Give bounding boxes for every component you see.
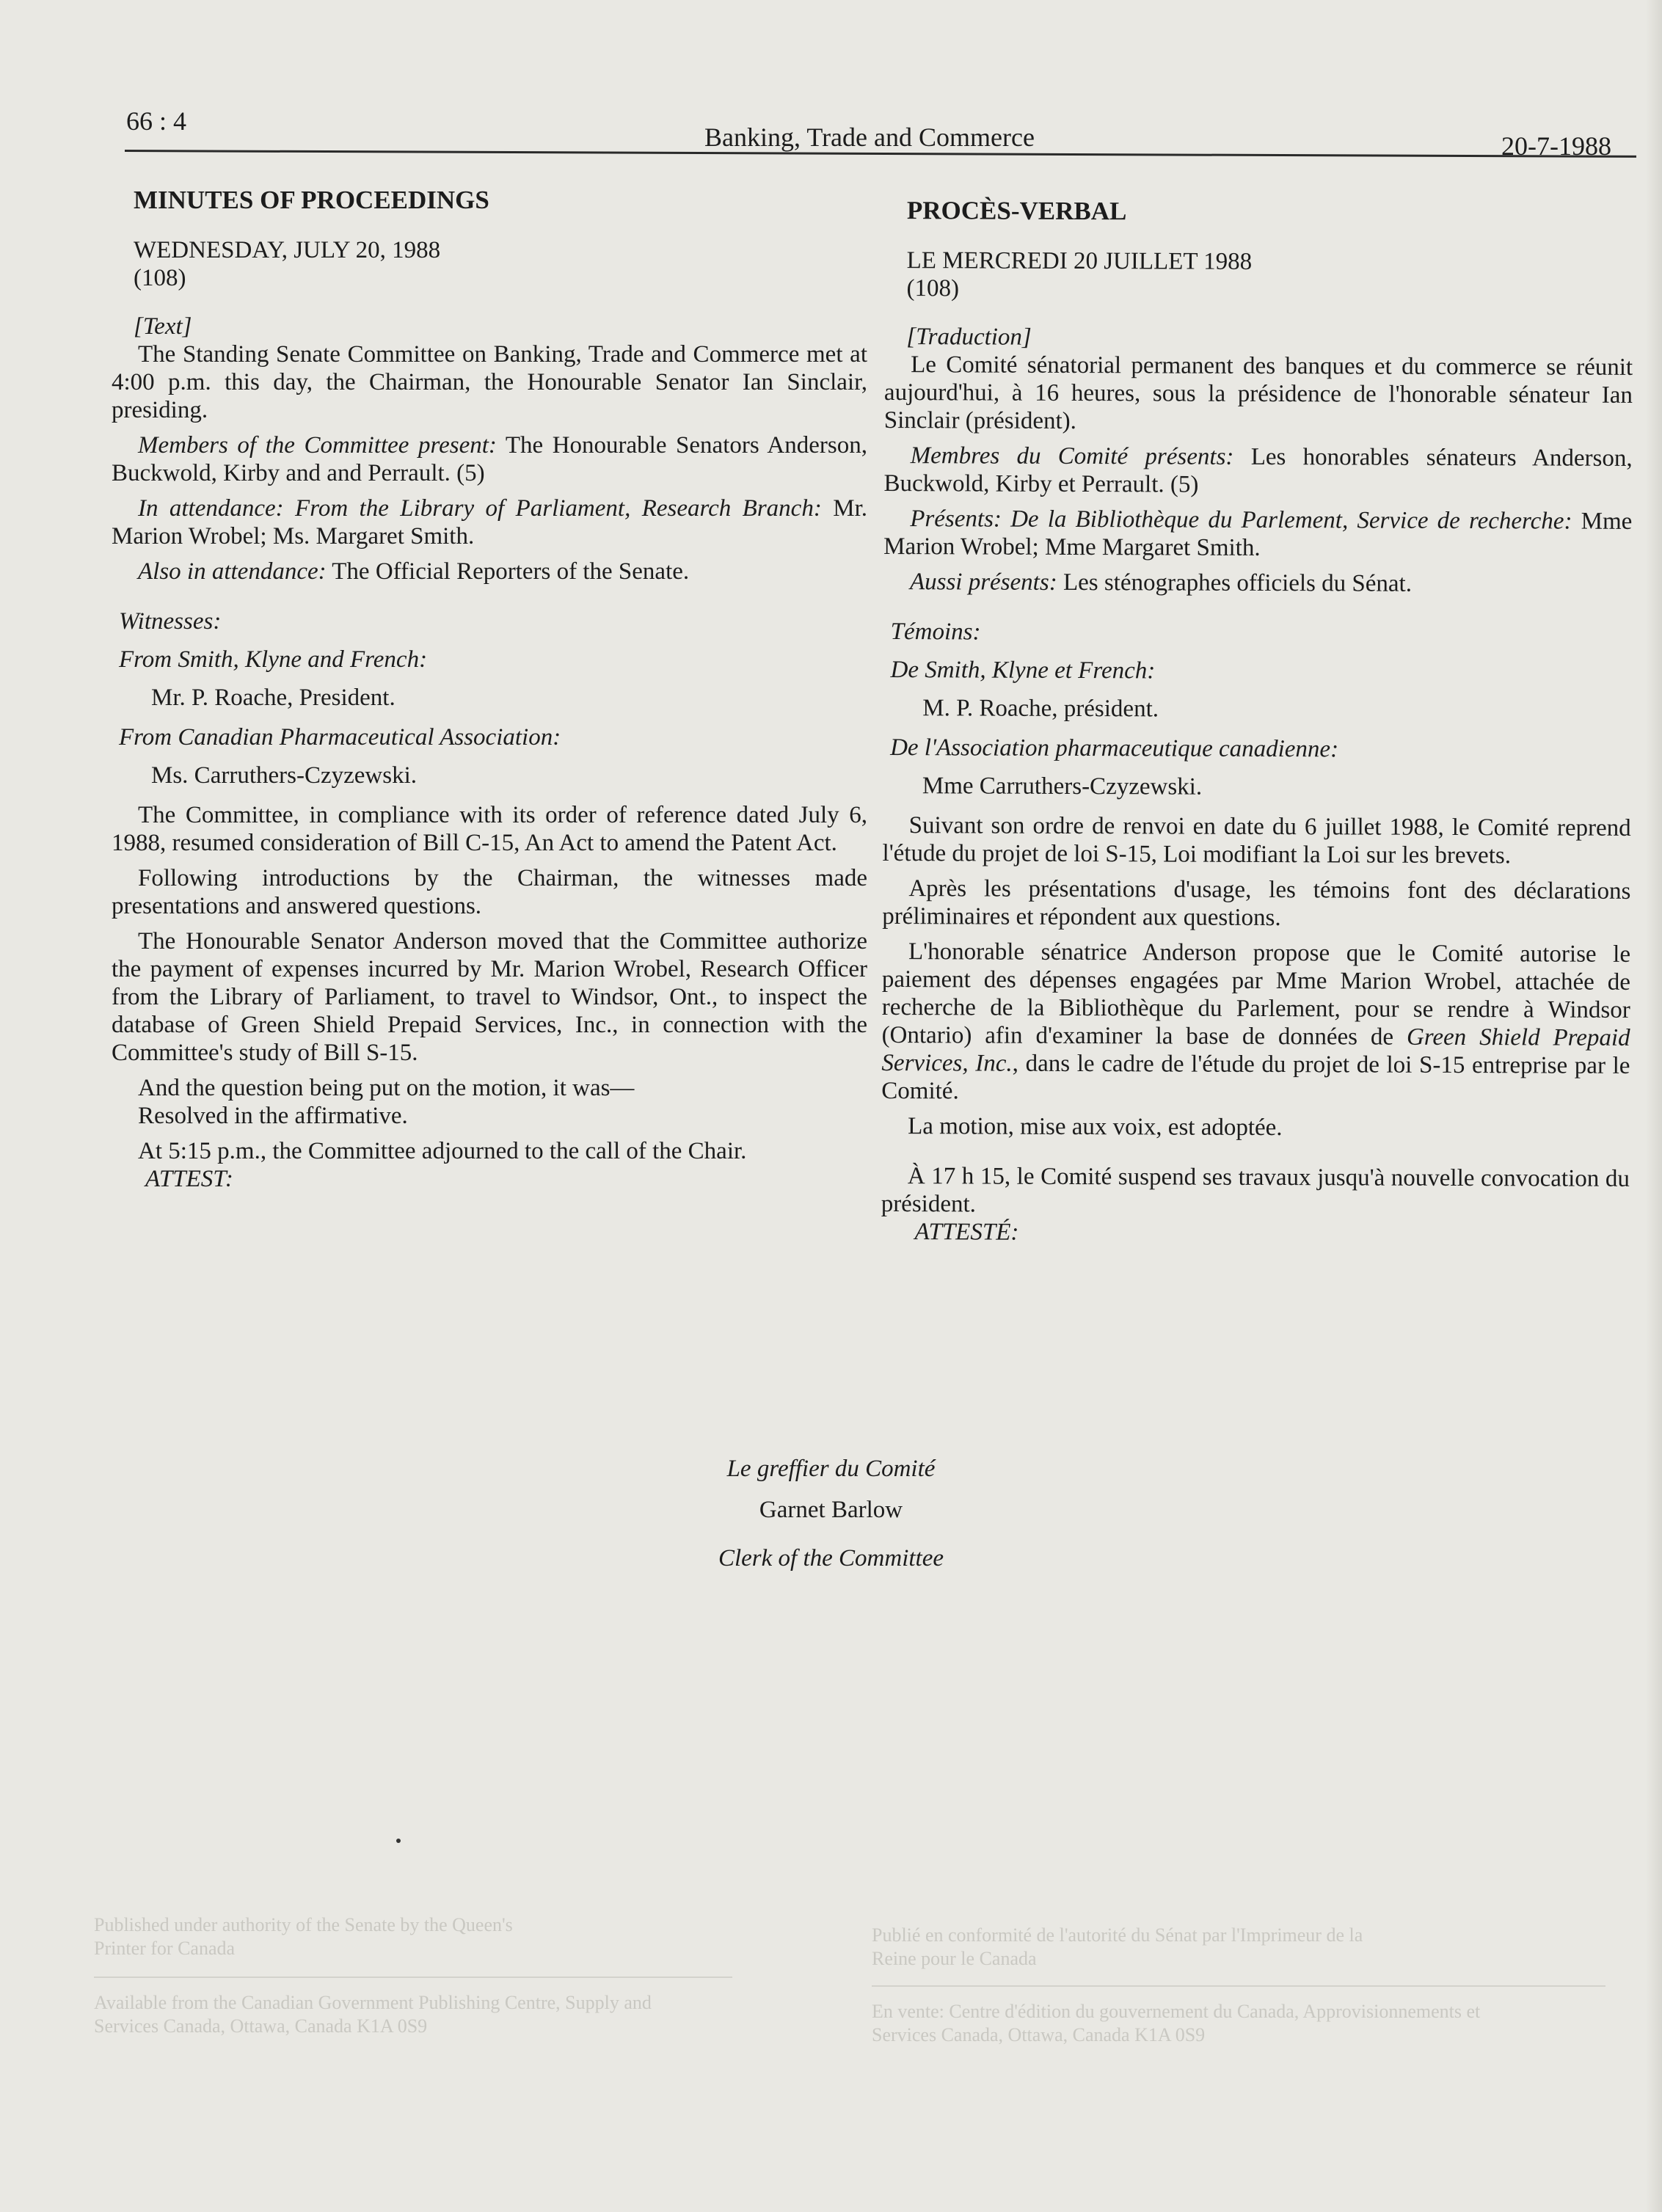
attendance-text: Mr. Marion Wrobel; Ms. Margaret Smith. [112,495,867,550]
french-witness-2: Mme Carruthers-Czyzewski. [922,773,1203,800]
members-text: The Honourable Senators Anderson, Buckwold, Kirby and and Perrault. (5) [112,432,867,486]
french-presents [883,505,1632,563]
attendance-label: In attendance: From the Library of Parliament, Research Branch: [138,495,822,522]
membres-label: Membres du Comité présents: [910,442,1234,470]
clerk-title-french: Le greffier du Comité [726,1456,936,1482]
bleed-footer-left-1: Published under authority of the Senate by the Queen's Printer for Canada [94,1914,513,1959]
french-sitting-number: (108) [906,275,960,302]
clerk-title-english: Clerk of the Committee [718,1545,944,1572]
page-edge-shadow [1646,0,1662,2212]
english-date: WEDNESDAY, JULY 20, 1988 [134,237,441,263]
english-introductions: Following introductions by the Chairman, the witnesses made presentations and answered questions. [112,865,867,919]
header-date: 20-7-1988 [1501,131,1611,161]
english-motion: The Honourable Senator Anderson moved that the Committee authorize the payment of expenses incurred by Mr. Marion Wrobel, Research Officer from the Library of Parliament, to travel to Windsor, Ont., to inspect the database of Green Shield Prepaid Services, Inc., in connection with the Committee's study of Bill S-15. [112,928,867,1066]
aussi-label: Aussi présents: [909,569,1057,596]
french-witness-org-1: De Smith, Klyne et French: [890,657,1156,685]
french-attest: ATTESTÉ: [914,1219,1019,1246]
motion-text-b: , dans le cadre de l'étude du projet de loi S-15 entreprise par le Comité. [881,1050,1630,1105]
english-resolved: Resolved in the affirmative. [138,1103,408,1129]
english-in-attendance [112,494,867,550]
bleed-rule-left [94,1976,732,1978]
english-column [112,186,867,1193]
french-members-present [883,442,1632,500]
speck [396,1839,401,1843]
page-number: 66 : 4 [126,106,187,136]
english-text-tag: [Text] [134,313,192,340]
french-witness-1: M. P. Roache, président. [922,695,1159,723]
english-attest: ATTEST: [145,1166,233,1192]
french-order-of-reference: Suivant son ordre de renvoi en date du 6 juillet 1988, le Comité reprend l'étude du projet de loi S-15, Loi modifiant la Loi sur les brevets. [882,812,1631,869]
english-order-of-reference: The Committee, in compliance with its order of reference dated July 6, 1988, resumed consideration of Bill C-15, An Act to amend the Patent Act. [112,802,867,856]
bleed-footer-right-1: Publié en conformité de l'autorité du Sénat par l'Imprimeur de la Reine pour le Canada [872,1924,1363,1969]
english-witness-org-2: From Canadian Pharmaceutical Association: [119,724,561,751]
english-sitting-number: (108) [134,265,186,291]
membres-text: Les honorables sénateurs Anderson, Buckwold, Kirby et Perrault. (5) [883,443,1633,498]
also-text: The Official Reporters of the Senate. [326,558,690,585]
english-adjournment: At 5:15 p.m., the Committee adjourned to the call of the Chair. [138,1138,747,1164]
motion-company: Green Shield Prepaid Services, Inc. [881,1023,1630,1077]
bleed-footer-right-2: En vente: Centre d'édition du gouvernement du Canada, Approvisionnements et Services Canada, Ottawa, Canada K1A 0S9 [872,2001,1481,2045]
french-witnesses-label: Témoins: [890,618,981,646]
french-witness-org-2: De l'Association pharmaceutique canadienne: [890,734,1339,763]
motion-text-a: L'honorable sénatrice Anderson propose que le Comité autorise le paiement des dépenses engagées par Mme Marion Wrobel, attachée de recherche de la Bibliothèque du Parlement, pour se rendre à Windsor (Ontario) afin d'examiner la base de données de [881,938,1631,1051]
french-adjournment: À 17 h 15, le Comité suspend ses travaux jusqu'à nouvelle convocation du président. [881,1163,1630,1218]
bleed-footer-left-2: Available from the Canadian Government Publishing Centre, Supply and Services Canada, Ottawa, Canada K1A 0S9 [94,1992,652,2037]
french-paragraph-opening: Le Comité sénatorial permanent des banques et du commerce se réunit aujourd'hui, à 16 heures, sous la présidence de l'honorable sénateur Ian Sinclair (président). [883,351,1633,435]
english-witness-1: Mr. P. Roache, President. [151,685,396,711]
bleed-rule-right [872,1985,1605,1987]
french-date: LE MERCREDI 20 JUILLET 1988 [906,247,1253,275]
french-introductions: Après les présentations d'usage, les témoins font des déclarations préliminaires et répondent aux questions. [882,875,1631,932]
english-question-put: And the question being put on the motion, it was— [138,1075,635,1101]
english-paragraph-opening: The Standing Senate Committee on Banking, Trade and Commerce met at 4:00 p.m. this day, the Chairman, the Honourable Senator Ian Sinclair, presiding. [112,341,867,423]
presents-label: Présents: De la Bibliothèque du Parlement, Service de recherche: [910,505,1572,535]
also-label: Also in attendance: [138,558,327,585]
aussi-text: Les sténographes officiels du Sénat. [1057,569,1413,597]
english-witnesses-label: Witnesses: [119,608,222,635]
english-also-attendance [112,558,867,585]
presents-text: Mme Marion Wrobel; Mme Margaret Smith. [883,508,1633,561]
french-aussi-presents [883,568,1632,599]
french-motion-adopted: La motion, mise aux voix, est adoptée. [908,1113,1283,1142]
french-text-tag: [Traduction] [906,324,1032,351]
english-witness-2: Ms. Carruthers-Czyzewski. [151,762,418,789]
french-heading: PROCÈS-VERBAL [906,196,1127,226]
members-label: Members of the Committee present: [138,432,497,459]
running-title: Banking, Trade and Commerce [704,123,1035,152]
french-motion [881,938,1630,1108]
english-heading: MINUTES OF PROCEEDINGS [134,186,489,214]
english-members-present [112,431,867,487]
french-column [881,197,1633,1249]
english-witness-org-1: From Smith, Klyne and French: [119,646,428,673]
clerk-name: Garnet Barlow [759,1497,903,1523]
